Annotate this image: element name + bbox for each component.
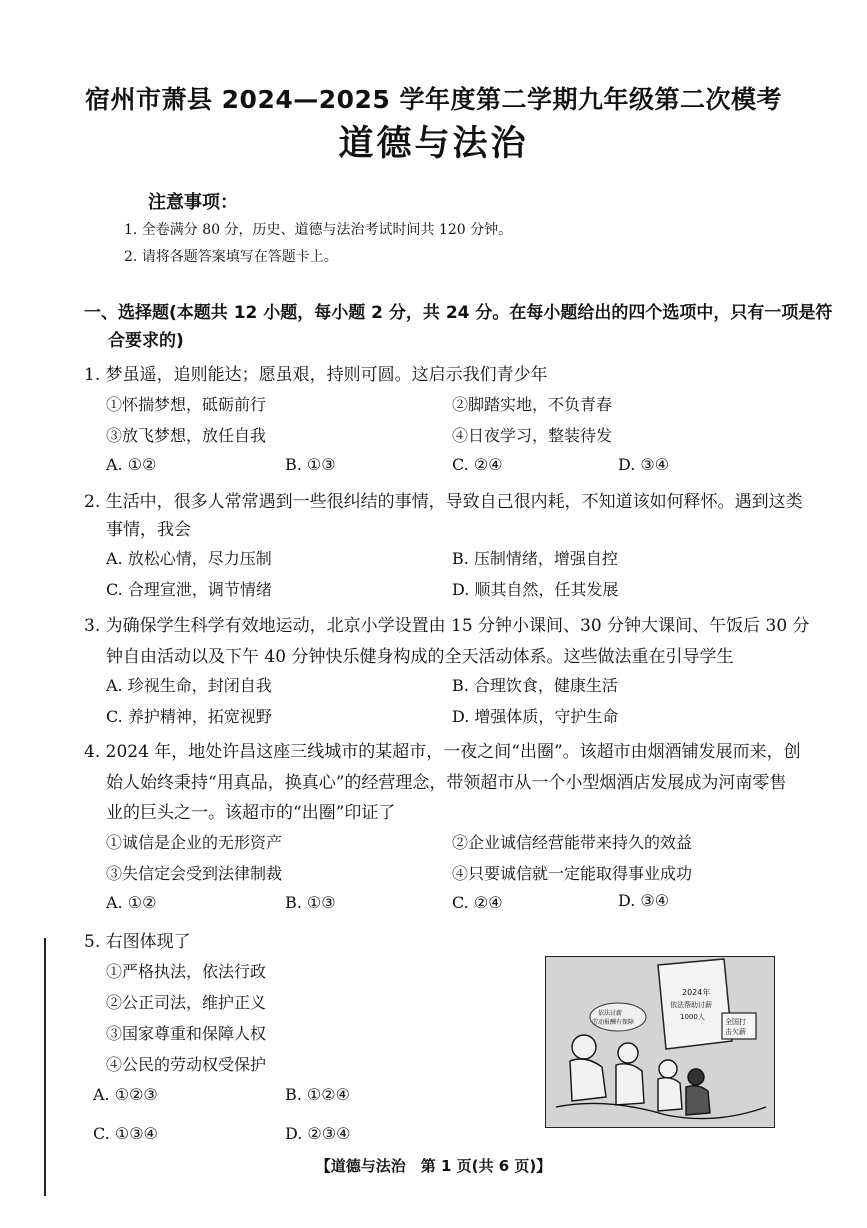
exam-title: 宿州市萧县 2024—2025 学年度第二学期九年级第二次模考 bbox=[84, 85, 783, 114]
q5-choice-d: D. ②③④ bbox=[285, 1124, 351, 1143]
section-heading: 一、选择题(本题共 12 小题，每小题 2 分，共 24 分。在每小题给出的四个选项中，只有一项是符 bbox=[84, 303, 833, 323]
subject-title: 道德与法治 bbox=[338, 124, 529, 164]
q1-choice-c: C. ②④ bbox=[452, 455, 503, 474]
question-2-stem: 2. 生活中，很多人常常遇到一些很纠结的事情，导致自己很内耗，不知道该如何释怀。遇到这类 bbox=[84, 492, 803, 512]
q1-choice-b: B. ①③ bbox=[285, 455, 336, 474]
q4-choice-b: B. ①③ bbox=[285, 893, 336, 912]
q1-choice-d: D. ③④ bbox=[618, 455, 670, 474]
question-4-stem-cont-1: 始人始终秉持“用真品，换真心”的经营理念，带领超市从一个小型烟酒店发展成为河南零售 bbox=[106, 773, 787, 793]
q1-statement-2: ②脚踏实地，不负青春 bbox=[452, 395, 613, 414]
cartoon-doc-line-1: 2024年 bbox=[682, 988, 711, 997]
q4-choice-d: D. ③④ bbox=[618, 891, 670, 910]
q4-statement-1: ①诚信是企业的无形资产 bbox=[106, 833, 283, 852]
cartoon-speech-line-2: 劳动报酬有保障 bbox=[592, 1019, 635, 1026]
page-footer: 【道德与法治 第 1 页(共 6 页)】 bbox=[315, 1157, 552, 1175]
q1-statement-1: ①怀揣梦想，砥砺前行 bbox=[106, 395, 267, 414]
question-5-cartoon bbox=[545, 956, 775, 1128]
question-2-stem-cont: 事情，我会 bbox=[106, 520, 191, 540]
q4-choice-a: A. ①② bbox=[106, 893, 157, 912]
cartoon-doc-line-2: 依法帮助讨薪 bbox=[670, 1001, 712, 1009]
q4-choice-c: C. ②④ bbox=[452, 893, 503, 912]
cartoon-document bbox=[658, 959, 732, 1049]
q4-statement-2: ②企业诚信经营能带来持久的效益 bbox=[452, 833, 693, 852]
question-5-stem: 5. 右图体现了 bbox=[84, 932, 191, 952]
q3-choice-d: D. 增强体质，守护生命 bbox=[452, 707, 619, 726]
question-3-stem-cont: 钟自由活动以及下午 40 分钟快乐健身构成的全天活动体系。这些做法重在引导学生 bbox=[106, 647, 734, 667]
notice-item-1: 1. 全卷满分 80 分，历史、道德与法治考试时间共 120 分钟。 bbox=[124, 222, 513, 238]
q3-choice-a: A. 珍视生命，封闭自我 bbox=[106, 676, 272, 695]
cartoon-sign bbox=[722, 1013, 756, 1039]
question-4-stem: 4. 2024 年，地处许昌这座三线城市的某超市，一夜之间“出圈”。该超市由烟酒铺发展而来，创 bbox=[84, 742, 801, 762]
question-4-stem-cont-2: 业的巨头之一。该超市的“出圈”印证了 bbox=[106, 803, 396, 823]
q4-statement-3: ③失信定会受到法律制裁 bbox=[106, 864, 283, 883]
q5-statement-2: ②公正司法，维护正义 bbox=[106, 993, 267, 1012]
cartoon-sign-line-1: 全国打 bbox=[725, 1018, 746, 1026]
question-3-stem: 3. 为确保学生科学有效地运动，北京小学设置由 15 分钟小课间、30 分钟大课间、午饭后 30 分 bbox=[84, 616, 810, 636]
notice-item-2: 2. 请将各题答案填写在答题卡上。 bbox=[124, 249, 338, 265]
section-heading-cont: 合要求的) bbox=[108, 331, 184, 351]
q5-choice-a: A. ①②③ bbox=[93, 1085, 158, 1104]
cartoon-speech-line-1: 依法讨薪 bbox=[598, 1010, 623, 1017]
q5-choice-b: B. ①②④ bbox=[285, 1085, 350, 1104]
q1-choice-a: A. ①② bbox=[106, 455, 157, 474]
q5-statement-3: ③国家尊重和保障人权 bbox=[106, 1024, 267, 1043]
q2-choice-c: C. 合理宣泄，调节情绪 bbox=[106, 580, 272, 599]
q1-statement-3: ③放飞梦想，放任自我 bbox=[106, 426, 267, 445]
q3-choice-c: C. 养护精神，拓宽视野 bbox=[106, 707, 272, 726]
q2-choice-a: A. 放松心情，尽力压制 bbox=[106, 549, 272, 568]
q5-statement-1: ①严格执法，依法行政 bbox=[106, 962, 267, 981]
q2-choice-b: B. 压制情绪，增强自控 bbox=[452, 549, 618, 568]
notice-heading: 注意事项： bbox=[148, 192, 238, 213]
q1-statement-4: ④日夜学习，整装待发 bbox=[452, 426, 613, 445]
cartoon-sign-line-2: 击欠薪 bbox=[725, 1028, 746, 1036]
q5-statement-4: ④公民的劳动权受保护 bbox=[106, 1055, 267, 1074]
question-1-stem: 1. 梦虽遥，追则能达；愿虽艰，持则可圆。这启示我们青少年 bbox=[84, 365, 548, 385]
q3-choice-b: B. 合理饮食，健康生活 bbox=[452, 676, 618, 695]
q2-choice-d: D. 顺其自然，任其发展 bbox=[452, 580, 619, 599]
q4-statement-4: ④只要诚信就一定能取得事业成功 bbox=[452, 864, 693, 883]
cartoon-doc-line-3: 1000人 bbox=[680, 1013, 705, 1021]
cartoon-speech bbox=[590, 1003, 646, 1031]
q5-choice-c: C. ①③④ bbox=[93, 1124, 158, 1143]
cartoon-drawing bbox=[546, 957, 774, 1127]
